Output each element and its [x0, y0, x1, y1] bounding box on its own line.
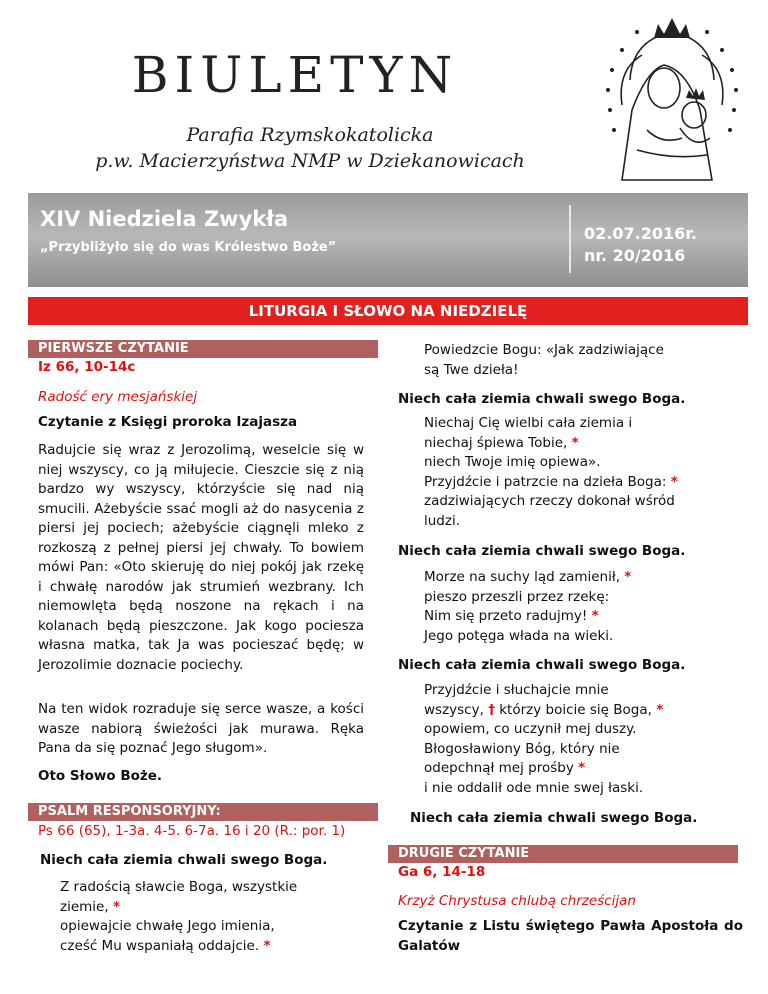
psalm-line: Powiedzcie Bogu: «Jak zadziwiające [424, 342, 664, 358]
reading1-paragraph: Radujcie się wraz z Jerozolimą, weselcie się w niej wszyscy, co ją miłujecie. Cieszcie się z nią bardzo wy wszyscy, którzyście się nad nią smucili. Ażebyście ssać mogli aż do nasycenia z piersi jej pociech; ażebyście ciągnęli mleko z rozkoszą z pełnej piersi jej chwały. To bowiem mówi Pan: «Oto skieruję do niej pokój jak rzekę i chwałę narodów jak strumień wezbrany. Ich niemowlęta będą noszone na rękach i na kolanach będą pieszczone. Jak kogo pociesza własna matka, tak Ja was pocieszać będę; w Jerozolimie doznacie pociechy. [38, 442, 364, 673]
psalm-stanza-1b [424, 341, 724, 380]
psalm-line: Nim się przeto radujmy! * [424, 608, 599, 624]
bulletin-title: BIULETYN [131, 46, 459, 104]
reading1-ref: Iz 66, 10-14c [38, 359, 136, 375]
psalm-line: Z radością sławcie Boga, wszystkie [60, 879, 298, 895]
psalm-stanza-3 [424, 568, 724, 646]
section-title: LITURGIA I SŁOWO NA NIEDZIELĘ [28, 297, 748, 325]
psalm-stanza-4 [424, 681, 724, 798]
reading1-closing: Oto Słowo Boże. [38, 768, 163, 784]
psalm-line: Błogosławiony Bóg, który nie [424, 740, 620, 757]
reading2-label: DRUGIE CZYTANIE [388, 845, 738, 863]
psalm-refrain: Niech cała ziemia chwali swego Boga. [398, 543, 686, 559]
psalm-line: opowiem, co uczynił mej duszy. [424, 721, 637, 737]
psalm-refrain: Niech cała ziemia chwali swego Boga. [410, 810, 698, 826]
psalm-line: i nie oddalił ode mnie swej łaski. [424, 779, 644, 796]
psalm-line: Jego potęga włada na wieki. [424, 627, 614, 644]
parish-name: Parafia Rzymskokatolicka [186, 124, 434, 146]
sunday-name: XIV Niedziela Zwykła [40, 207, 289, 231]
psalm-stanza-2 [424, 414, 724, 531]
reading1-theme: Radość ery mesjańskiej [38, 389, 198, 405]
issue-number: nr. 20/2016 [584, 246, 686, 265]
psalm-ref: Ps 66 (65), 1-3a. 4-5. 6-7a. 16 i 20 (R.: por. 1) [38, 823, 346, 839]
psalm-refrain: Niech cała ziemia chwali swego Boga. [398, 391, 686, 407]
psalm-line: ziemie, * [60, 898, 120, 915]
madonna-icon [592, 10, 752, 190]
banner-divider [569, 205, 571, 273]
gospel-quote: „Przybliżyło się do was Królestwo Boże” [40, 240, 337, 255]
psalm-line: zadziwiających rzeczy dokonał wśród [424, 493, 675, 509]
psalm-line: niechaj śpiewa Tobie, * [424, 434, 579, 451]
psalm-refrain: Niech cała ziemia chwali swego Boga. [40, 852, 328, 868]
issue-date: 02.07.2016r. [584, 224, 697, 243]
psalm-line: opiewajcie chwałę Jego imienia, [60, 918, 275, 934]
psalm-line: Niechaj Cię wielbi cała ziemia i [424, 415, 633, 431]
reading2-source: Czytanie z Listu świętego Pawła Apostoła do Galatów [398, 918, 743, 954]
reading2-ref: Ga 6, 14-18 [398, 864, 486, 880]
psalm-line: Przyjdźcie i słuchajcie mnie [424, 682, 609, 698]
psalm-line: są Twe dzieła! [424, 361, 519, 378]
psalm-stanza-1 [60, 878, 360, 956]
psalm-label: PSALM RESPONSORYJNY: [28, 803, 378, 821]
reading1-source: Czytanie z Księgi proroka Izajasza [38, 414, 298, 430]
reading1-label: PIERWSZE CZYTANIE [28, 340, 378, 358]
psalm-line: pieszo przeszli przez rzekę: [424, 588, 610, 605]
reading2-theme: Krzyż Chrystusa chlubą chrześcijan [398, 893, 636, 909]
psalm-line: cześć Mu wspaniałą oddajcie. * [60, 937, 271, 954]
reading1-text2: Na ten widok rozraduje się serce wasze, a kości wasze nabiorą świeżości jak murawa. Ręka Pana da się poznać Jego sługom». [38, 701, 364, 756]
reading1-text [38, 441, 364, 675]
psalm-line: niech Twoje imię opiewa». [424, 454, 601, 470]
parish-location: p.w. Macierzyństwa NMP w Dziekanowicach [95, 150, 525, 172]
psalm-refrain: Niech cała ziemia chwali swego Boga. [398, 657, 686, 673]
psalm-line: wszyscy, † którzy boicie się Boga, * [424, 701, 664, 718]
psalm-line: odepchnął mej prośby * [424, 760, 586, 776]
psalm-line: ludzi. [424, 512, 461, 529]
psalm-line: Morze na suchy ląd zamienił, * [424, 569, 632, 585]
psalm-line: Przyjdźcie i patrzcie na dzieła Boga: * [424, 473, 678, 490]
